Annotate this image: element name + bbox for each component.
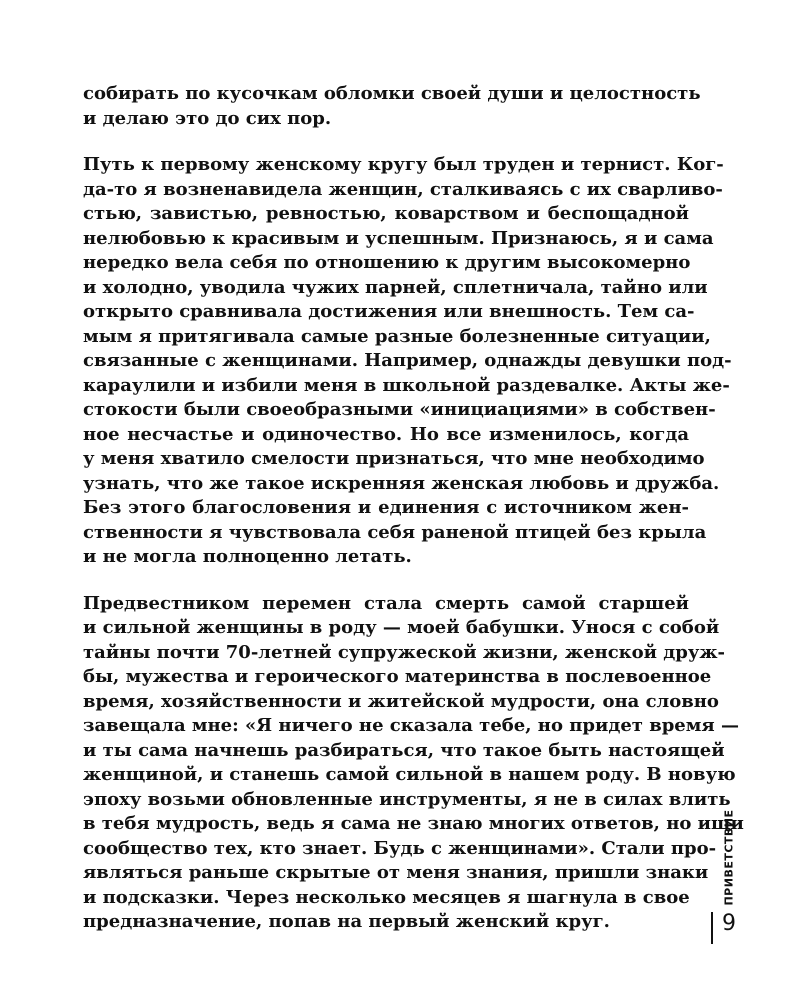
text-line: собирать по кусочкам обломки своей души и целостность (83, 83, 701, 104)
text-line: открыто сравнивала достижения или внешность. Тем са- (83, 301, 695, 322)
text-line: и ты сама начнешь разбираться, что такое быть настоящей (83, 739, 725, 761)
text-line: ственности я чувствовала себя раненой птицей без крыла (83, 521, 707, 543)
text-line: у меня хватило смелости признаться, что мне необходимо (83, 448, 705, 469)
text-line: и подсказки. Через несколько месяцев я шагнула в свое (83, 886, 690, 908)
text-line: нередко вела себя по отношению к другим высокомерно (83, 252, 691, 273)
text-line: да-то я возненавидела женщин, сталкиваясь с их сварливо- (83, 178, 723, 200)
running-head-label: ПРИВЕТСТВИЕ (722, 808, 736, 906)
text-line: предназначение, попав на первый женский круг. (83, 911, 610, 932)
text-line: завещала мне: «Я ничего не сказала тебе, но придет время — (83, 715, 739, 736)
text-line: тайны почти 70-летней супружеской жизни, женской друж- (83, 641, 726, 663)
text-line: и сильной женщины в роду — моей бабушки. Унося с собой (83, 617, 720, 638)
text-line: являться раньше скрытые от меня знания, пришли знаки (83, 862, 709, 883)
text-line: время, хозяйственности и житейской мудрости, она словно (83, 690, 719, 712)
text-line: сообщество тех, кто знает. Будь с женщинами». Стали про- (83, 837, 717, 859)
text-line: эпоху возьми обновленные инструменты, я не в силах влить (83, 788, 731, 810)
text-line: бы, мужества и героического материнства в послевоенное (83, 666, 712, 687)
text-line: ное несчастье и одиночество. Но все изменилось, когда (83, 423, 689, 445)
text-line: женщиной, и станешь самой сильной в нашем роду. В новую (83, 764, 736, 785)
text-line: узнать, что же такое искренняя женская любовь и дружба. (83, 472, 720, 494)
paragraph (83, 82, 701, 131)
text-line: стью, завистью, ревностью, коварством и беспощадной (83, 203, 689, 224)
text-line: стокости были своеобразными «инициациями» в собствен- (83, 399, 716, 420)
running-head (718, 808, 740, 906)
text-line: и холодно, уводила чужих парней, сплетничала, тайно или (83, 276, 708, 298)
text-line: в тебя мудрость, ведь я сама не знаю многих ответов, но ищи (83, 813, 744, 834)
text-line: Без этого благословения и единения с источником жен- (83, 497, 689, 518)
page-number: 9 (722, 911, 736, 936)
text-line: связанные с женщинами. Например, однажды девушки под- (83, 350, 732, 371)
text-line: Путь к первому женскому кругу был труден и тернист. Ког- (83, 154, 724, 175)
text-line: Предвестником перемен стала смерть самой старшей (83, 592, 689, 614)
text-line: и не могла полноценно летать. (83, 546, 412, 567)
paragraph (83, 153, 732, 570)
text-line: мым я притягивала самые разные болезненные ситуации, (83, 325, 711, 347)
text-line: караулили и избили меня в школьной раздевалке. Акты же- (83, 374, 730, 396)
text-line: нелюбовью к красивым и успешным. Признаюсь, я и сама (83, 227, 714, 249)
text-line: и делаю это до сих пор. (83, 107, 332, 129)
running-head-rule (711, 912, 713, 944)
